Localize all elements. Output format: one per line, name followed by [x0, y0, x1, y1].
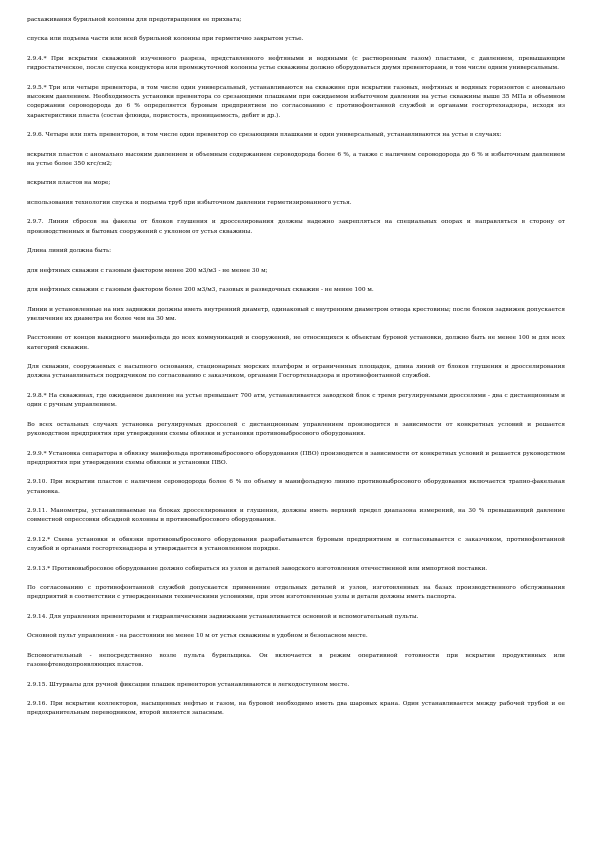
- paragraph: для нефтяных скважин с газовым фактором менее 200 м3/м3 - не менее 30 м;: [27, 267, 268, 274]
- paragraph: Вспомогательный - непосредственно возле пульта бурильщика. Он включается в режим оперативной готовности при вскрытии продуктивных или газонефтеводопроявляющих пластов.: [27, 652, 565, 669]
- paragraph: Линии и установленные на них задвижки должны иметь внутренний диаметр, одинаковый с внутренним диаметром отвода крестовины; после блоков задвижек допускается увеличение их диаметра не более чем на 30 мм.: [27, 306, 565, 322]
- paragraph: 2.9.14. Для управления превенторами и гидравлическими задвижками устанавливается основной и вспомогательный пульты.: [27, 613, 419, 620]
- paragraph: 2.9.10. При вскрытии пластов с наличием сероводорода более 6 % по объему в манифольдную линию противовыбросового оборудования включается трапно-факельная установка.: [27, 479, 565, 495]
- paragraph: По согласованию с противофонтанной службой допускается применение отдельных деталей и узлов, изготовленных на базах производственного обслуживания предприятий в соответствии с утвержденными техническими условиями, при этом изготовленные узлы и детали должны иметь паспорта.: [27, 585, 565, 601]
- paragraph: 2.9.9.* Установка сепаратора в обвязку манифольда противовыбросового оборудования (ПВО) производится в зависимости от конкретных условий и решается руководством предприятия при утверждении схемы обвязки и установки ПВО.: [27, 450, 565, 466]
- paragraph: для нефтяных скважин с газовым фактором более 200 м3/м3, газовых и разведочных скважин - не менее 100 м.: [27, 287, 374, 294]
- paragraph: 2.9.13.* Противовыбросовое оборудование должно собираться из узлов и деталей заводского изготовления отечественной или импортной поставки.: [27, 565, 488, 572]
- paragraph: вскрытия пластов с аномально высоким давлением и объемным содержанием сероводорода более 6 %, а также с наличием сероводорода до 6 % и избыточным давлением на устье более 350 кгс/см2;: [27, 151, 565, 167]
- paragraph: вскрытия пластов на море;: [27, 180, 111, 187]
- paragraph: 2.9.16. При вскрытии коллекторов, насыщенных нефтью и газом, на буровой необходимо иметь два шаровых крана. Один устанавливается между рабочей трубой и ее предохранительным переводником, второй является запасным.: [27, 701, 565, 717]
- paragraph: 2.9.6. Четыре или пять превенторов, в том числе один превентор со срезающими плашками и один универсальный, устанавливаются на устье в случаях:: [27, 132, 502, 139]
- paragraph: использования технологии спуска и подъема труб при избыточном давлении герметизированного устья.: [27, 199, 352, 206]
- paragraph: Основной пульт управления - на расстоянии не менее 10 м от устья скважины в удобном и безопасном месте.: [27, 633, 368, 640]
- paragraph: расхаживания бурильной колонны для предотвращения ее прихвата;: [27, 17, 242, 23]
- paragraph: Расстояние от концов выкидного манифольда до всех коммуникаций и сооружений, не относящихся к объектам буровой установки, должно быть не менее 100 м для всех категорий скважин.: [27, 335, 565, 351]
- paragraph: Для скважин, сооружаемых с насыпного основания, стационарных морских платформ и ограниченных площадок, длина линий от блоков глушения и дросселирования должна устанавливаться подрядчиком по согласованию с заказчиком, органами Госгортехнадзора и противофонтанной службой.: [27, 364, 565, 380]
- paragraph: 2.9.15. Штурвалы для ручной фиксации плашек превенторов устанавливаются в легкодоступном месте.: [27, 681, 350, 688]
- paragraph: спуска или подъема части или всей бурильной колонны при герметично закрытом устье.: [27, 36, 304, 43]
- paragraph: 2.9.7. Линии сбросов на факелы от блоков глушения и дросселирования должны надежно закрепляться на специальных опорах и направляться в сторону от производственных и бытовых сооружений с уклоном от устья скважины.: [27, 219, 565, 235]
- paragraph: 2.9.12.* Схема установки и обвязки противовыбросового оборудования разрабатывается буровым предприятием и согласовывается с заказчиком, противофонтанной службой и органами госгортехнадзора и утверждается в установленном порядке.: [27, 536, 565, 553]
- paragraph: 2.9.8.* На скважинах, где ожидаемое давление на устье превышает 700 атм, устанавливается заводской блок с тремя регулируемыми дросселями - два с дистанционным и один с ручным управлением.: [27, 392, 565, 409]
- paragraph: 2.9.4.* При вскрытии скважиной изученного разреза, представленного нефтяными и водяными (с растворенным газом) пластами, с давлением, превышающим гидростатическое, после спуска кондуктора или промежуточной колонны устье скважины должно оборудоваться двумя превенторами, в том числе одним универсальным.: [27, 55, 565, 72]
- paragraph: Во всех остальных случаях установка регулируемых дросселей с дистанционным управлением производится в зависимости от конкретных условий и решается руководством предприятия при утверждении схемы обвязки и установки противовыбросового оборудования.: [27, 421, 565, 438]
- paragraph: 2.9.11. Манометры, устанавливаемые на блоках дросселирования и глушения, должны иметь верхний предел диапазона измерений, на 30 % превышающий давление совместной опрессовки обсадной колонны и противовыбросового оборудования.: [27, 508, 565, 524]
- paragraph: 2.9.5.* Три или четыре превентора, в том числе один универсальный, устанавливаются на скважине при вскрытии газовых, нефтяных и водяных горизонтов с аномально высоким давлением. Необходимость установки превентора со срезающими плашками при ожидаемом избыточном давлении на устье скважины выше 35 МПа и объемном содержании сероводорода до 6 % определяется буровым предприятием по согласованию с противофонтанной службой и органами госгортехнадзора, исходя из характеристики пласта (состав флюида, пористость, проницаемость, дебит и др.).: [27, 84, 565, 119]
- paragraph: Длина линий должна быть:: [27, 248, 112, 255]
